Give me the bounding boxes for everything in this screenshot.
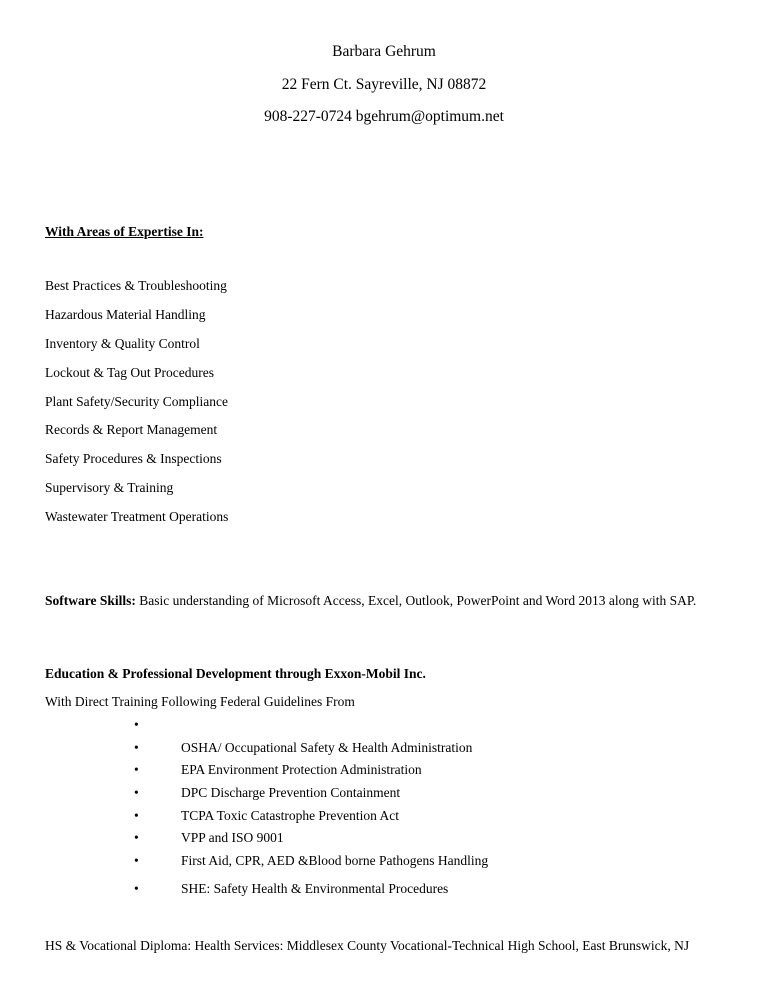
expertise-item: Records & Report Management	[45, 422, 218, 437]
bullet-icon: •	[134, 717, 139, 732]
education-bullet: OSHA/ Occupational Safety & Health Administration	[181, 740, 473, 755]
software-skills-label: Software Skills:	[45, 593, 136, 608]
resume-address: 22 Fern Ct. Sayreville, NJ 08872	[281, 76, 487, 93]
education-bullet: SHE: Safety Health & Environmental Procedures	[181, 881, 449, 896]
expertise-item: Hazardous Material Handling	[45, 307, 206, 322]
bullet-icon: •	[134, 881, 139, 896]
expertise-item: Lockout & Tag Out Procedures	[45, 365, 215, 380]
education-bullet: First Aid, CPR, AED &Blood borne Pathogens Handling	[181, 853, 489, 868]
bullet-icon: •	[134, 740, 139, 755]
expertise-item: Inventory & Quality Control	[45, 336, 200, 351]
software-skills-text: Basic understanding of Microsoft Access, Excel, Outlook, PowerPoint and Word 2013 along with SAP.	[135, 593, 697, 608]
expertise-item: Supervisory & Training	[45, 480, 174, 495]
expertise-item: Safety Procedures & Inspections	[45, 451, 222, 466]
expertise-item: Plant Safety/Security Compliance	[45, 394, 228, 409]
education-bullet: EPA Environment Protection Administration	[181, 762, 422, 777]
diploma-paragraph: HS & Vocational Diploma: Health Services: Middlesex County Vocational-Technical High School, East Brunswick, NJ	[45, 938, 690, 953]
bullet-icon: •	[134, 830, 139, 845]
bullet-icon: •	[134, 785, 139, 800]
education-bullet: TCPA Toxic Catastrophe Prevention Act	[181, 808, 400, 823]
education-bullet: DPC Discharge Prevention Containment	[181, 785, 401, 800]
education-bullet: VPP and ISO 9001	[181, 830, 284, 845]
resume-name: Barbara Gehrum	[332, 43, 436, 60]
expertise-item: Best Practices & Troubleshooting	[45, 278, 227, 293]
software-skills-paragraph	[45, 591, 717, 611]
bullet-icon: •	[134, 853, 139, 868]
education-heading: Education & Professional Development through Exxon-Mobil Inc.	[45, 666, 426, 681]
expertise-heading: With Areas of Expertise In:	[45, 224, 204, 239]
bullet-icon: •	[134, 762, 139, 777]
resume-contact: 908-227-0724 bgehrum@optimum.net	[264, 108, 504, 125]
education-intro: With Direct Training Following Federal Guidelines From	[45, 694, 355, 709]
expertise-item: Wastewater Treatment Operations	[45, 509, 229, 524]
bullet-icon: •	[134, 808, 139, 823]
